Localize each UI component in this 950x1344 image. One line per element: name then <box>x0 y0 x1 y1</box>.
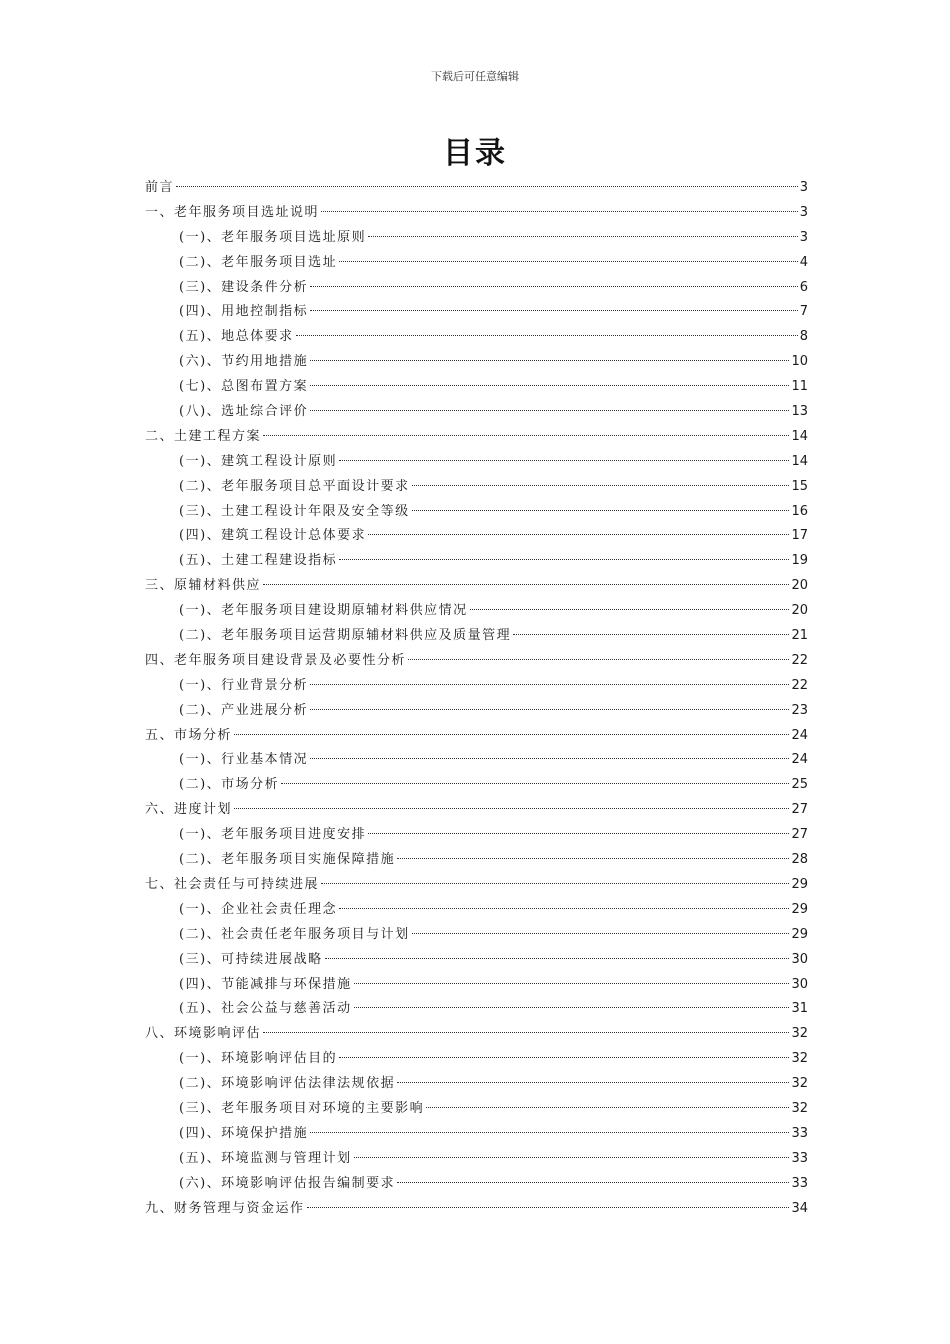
toc-entry-label: (二)、产业进展分析 <box>179 702 309 718</box>
toc-dot-leader <box>412 933 790 934</box>
toc-dot-leader <box>368 534 789 535</box>
toc-entry[interactable] <box>145 500 808 525</box>
toc-entry-label: (四)、建筑工程设计总体要求 <box>179 528 367 544</box>
toc-entry-label: (四)、节能减排与环保措施 <box>179 976 352 992</box>
toc-entry-label: (三)、可持续进展战略 <box>179 951 323 967</box>
toc-entry-page: 33 <box>791 1125 808 1141</box>
toc-entry[interactable] <box>145 873 808 898</box>
toc-entry-page: 22 <box>791 677 808 693</box>
toc-entry-page: 32 <box>791 1100 808 1116</box>
toc-entry[interactable] <box>145 973 808 998</box>
toc-entry-label: (一)、环境影响评估目的 <box>179 1051 338 1067</box>
toc-entry-page: 13 <box>791 404 808 420</box>
toc-entry[interactable] <box>145 798 808 823</box>
toc-entry-label: (五)、社会公益与慈善活动 <box>179 1001 352 1017</box>
toc-entry[interactable] <box>145 1022 808 1047</box>
toc-entry-page: 14 <box>791 453 808 469</box>
toc-entry[interactable] <box>145 923 808 948</box>
toc-entry-page: 20 <box>791 603 808 619</box>
toc-entry[interactable] <box>145 201 808 226</box>
toc-dot-leader <box>310 360 789 361</box>
toc-dot-leader <box>263 435 789 436</box>
toc-entry[interactable] <box>145 350 808 375</box>
toc-entry[interactable] <box>145 948 808 973</box>
toc-dot-leader <box>310 709 789 710</box>
toc-entry[interactable] <box>145 1197 808 1222</box>
toc-dot-leader <box>310 286 798 287</box>
toc-entry-page: 21 <box>791 628 808 644</box>
toc-dot-leader <box>296 335 798 336</box>
toc-entry-page: 22 <box>791 652 808 668</box>
toc-dot-leader <box>310 410 789 411</box>
toc-entry-page: 14 <box>791 428 808 444</box>
toc-dot-leader <box>310 758 789 759</box>
toc-entry[interactable] <box>145 475 808 500</box>
toc-entry-label: (一)、行业基本情况 <box>179 752 309 768</box>
toc-entry-page: 8 <box>799 329 808 345</box>
toc-entry[interactable] <box>145 251 808 276</box>
toc-entry-label: 二、土建工程方案 <box>145 428 262 444</box>
header-note: 下载后可任意编辑 <box>431 70 519 83</box>
toc-dot-leader <box>354 983 790 984</box>
toc-dot-leader <box>368 833 789 834</box>
toc-dot-leader <box>321 211 798 212</box>
toc-entry-page: 6 <box>799 279 808 295</box>
toc-entry-label: 九、财务管理与资金运作 <box>145 1200 305 1216</box>
toc-entry-label: (八)、选址综合评价 <box>179 404 309 420</box>
toc-entry-label: 前言 <box>145 180 175 195</box>
toc-dot-leader <box>408 659 789 660</box>
toc-dot-leader <box>234 734 789 735</box>
toc-entry-page: 20 <box>791 578 808 594</box>
toc-entry-page: 32 <box>791 1076 808 1092</box>
toc-dot-leader <box>234 808 789 809</box>
toc-entry[interactable] <box>145 823 808 848</box>
toc-entry-label: (二)、老年服务项目选址 <box>179 254 338 270</box>
toc-entry-label: (七)、总图布置方案 <box>179 379 309 395</box>
toc-entry-page: 29 <box>791 876 808 892</box>
toc-dot-leader <box>412 510 790 511</box>
toc-entry-page: 16 <box>791 503 808 519</box>
toc-entry[interactable] <box>145 375 808 400</box>
toc-entry-page: 31 <box>791 1001 808 1017</box>
toc-dot-leader <box>397 1182 789 1183</box>
toc-dot-leader <box>310 1132 789 1133</box>
toc-dot-leader <box>281 783 789 784</box>
toc-entry-page: 27 <box>791 827 808 843</box>
toc-entry[interactable] <box>145 773 808 798</box>
toc-entry[interactable] <box>145 276 808 301</box>
toc-entry-label: (一)、行业背景分析 <box>179 677 309 693</box>
toc-entry-label: (二)、老年服务项目总平面设计要求 <box>179 478 410 494</box>
toc-entry[interactable] <box>145 748 808 773</box>
toc-entry-label: (一)、老年服务项目进度安排 <box>179 827 367 843</box>
toc-entry-page: 24 <box>791 752 808 768</box>
toc-entry[interactable] <box>145 898 808 923</box>
toc-entry-page: 7 <box>799 304 808 320</box>
toc-entry-label: 三、原辅材料供应 <box>145 578 262 594</box>
toc-entry-page: 24 <box>791 727 808 743</box>
toc-entry-label: (五)、环境监测与管理计划 <box>179 1150 352 1166</box>
toc-entry-page: 10 <box>791 354 808 370</box>
toc-entry-label: (四)、环境保护措施 <box>179 1125 309 1141</box>
toc-entry-page: 29 <box>791 901 808 917</box>
toc-entry[interactable] <box>145 599 808 624</box>
toc-entry-label: (三)、老年服务项目对环境的主要影响 <box>179 1100 425 1116</box>
toc-entry-page: 30 <box>791 976 808 992</box>
toc-entry[interactable] <box>145 325 808 350</box>
toc-entry-page: 27 <box>791 802 808 818</box>
toc-dot-leader <box>339 908 789 909</box>
toc-entry-page: 19 <box>791 553 808 569</box>
toc-dot-leader <box>325 958 790 959</box>
toc-dot-leader <box>354 1007 790 1008</box>
table-of-contents <box>145 176 808 1221</box>
toc-entry-label: (一)、老年服务项目选址原则 <box>179 229 367 245</box>
toc-entry[interactable] <box>145 997 808 1022</box>
toc-entry-label: (三)、建设条件分析 <box>179 279 309 295</box>
toc-entry[interactable] <box>145 1097 808 1122</box>
toc-entry[interactable] <box>145 176 808 201</box>
toc-dot-leader <box>354 1157 790 1158</box>
toc-entry-label: (一)、企业社会责任理念 <box>179 901 338 917</box>
toc-entry[interactable] <box>145 848 808 873</box>
toc-entry-page: 30 <box>791 951 808 967</box>
toc-entry[interactable] <box>145 1147 808 1172</box>
toc-entry-label: (五)、地总体要求 <box>179 329 294 345</box>
toc-entry-label: (二)、市场分析 <box>179 777 280 793</box>
toc-entry-label: (三)、土建工程设计年限及安全等级 <box>179 503 410 519</box>
toc-entry-label: (六)、环境影响评估报告编制要求 <box>179 1175 396 1191</box>
toc-entry[interactable] <box>145 699 808 724</box>
toc-dot-leader <box>397 858 789 859</box>
toc-entry-page: 17 <box>791 528 808 544</box>
toc-entry-page: 15 <box>791 478 808 494</box>
toc-entry[interactable] <box>145 1072 808 1097</box>
toc-dot-leader <box>397 1082 789 1083</box>
toc-entry-label: (六)、节约用地措施 <box>179 354 309 370</box>
toc-dot-leader <box>310 310 798 311</box>
toc-entry[interactable] <box>145 425 808 450</box>
toc-entry[interactable] <box>145 226 808 251</box>
toc-dot-leader <box>263 1032 789 1033</box>
toc-dot-leader <box>339 460 789 461</box>
toc-dot-leader <box>263 584 789 585</box>
toc-entry-page: 32 <box>791 1051 808 1067</box>
toc-entry-label: (一)、建筑工程设计原则 <box>179 453 338 469</box>
toc-dot-leader <box>310 385 789 386</box>
toc-entry[interactable] <box>145 574 808 599</box>
toc-entry-label: 四、老年服务项目建设背景及必要性分析 <box>145 652 407 668</box>
toc-entry-label: (二)、环境影响评估法律法规依据 <box>179 1076 396 1092</box>
toc-entry-label: 八、环境影响评估 <box>145 1026 262 1042</box>
toc-entry-page: 29 <box>791 926 808 942</box>
toc-entry-page: 28 <box>791 852 808 868</box>
toc-entry[interactable] <box>145 1047 808 1072</box>
toc-entry[interactable] <box>145 450 808 475</box>
page-title: 目录 <box>443 136 507 171</box>
toc-entry-page: 11 <box>791 379 808 395</box>
toc-entry[interactable] <box>145 1172 808 1197</box>
toc-entry[interactable] <box>145 400 808 425</box>
toc-entry-label: (五)、土建工程建设指标 <box>179 553 338 569</box>
toc-entry-label: (二)、老年服务项目运营期原辅材料供应及质量管理 <box>179 628 512 644</box>
toc-entry-page: 3 <box>799 229 808 245</box>
toc-entry[interactable] <box>145 549 808 574</box>
toc-entry-label: 六、进度计划 <box>145 802 233 818</box>
toc-dot-leader <box>412 485 790 486</box>
toc-entry-page: 23 <box>791 702 808 718</box>
toc-dot-leader <box>339 559 789 560</box>
toc-entry[interactable] <box>145 624 808 649</box>
toc-entry-label: 七、社会责任与可持续进展 <box>145 876 320 892</box>
toc-entry-page: 33 <box>791 1175 808 1191</box>
toc-dot-leader <box>321 883 789 884</box>
toc-dot-leader <box>339 1057 789 1058</box>
toc-entry-page: 3 <box>799 180 808 195</box>
toc-entry[interactable] <box>145 524 808 549</box>
toc-entry-label: (四)、用地控制指标 <box>179 304 309 320</box>
toc-entry-label: 一、老年服务项目选址说明 <box>145 204 320 220</box>
toc-dot-leader <box>339 261 798 262</box>
toc-entry-page: 34 <box>791 1200 808 1216</box>
toc-entry[interactable] <box>145 724 808 749</box>
toc-entry-label: (二)、老年服务项目实施保障措施 <box>179 852 396 868</box>
toc-entry-label: 五、市场分析 <box>145 727 233 743</box>
toc-entry-label: (一)、老年服务项目建设期原辅材料供应情况 <box>179 603 468 619</box>
toc-dot-leader <box>307 1207 790 1208</box>
toc-entry-page: 4 <box>799 254 808 270</box>
toc-entry[interactable] <box>145 300 808 325</box>
toc-entry-label: (二)、社会责任老年服务项目与计划 <box>179 926 410 942</box>
toc-entry-page: 32 <box>791 1026 808 1042</box>
toc-entry[interactable] <box>145 1122 808 1147</box>
toc-dot-leader <box>310 684 789 685</box>
toc-entry[interactable] <box>145 674 808 699</box>
toc-entry-page: 33 <box>791 1150 808 1166</box>
toc-entry-page: 25 <box>791 777 808 793</box>
toc-dot-leader <box>513 634 789 635</box>
toc-entry[interactable] <box>145 649 808 674</box>
toc-dot-leader <box>470 609 790 610</box>
toc-dot-leader <box>426 1107 789 1108</box>
toc-dot-leader <box>176 186 798 187</box>
toc-dot-leader <box>368 236 798 237</box>
toc-entry-page: 3 <box>799 204 808 220</box>
